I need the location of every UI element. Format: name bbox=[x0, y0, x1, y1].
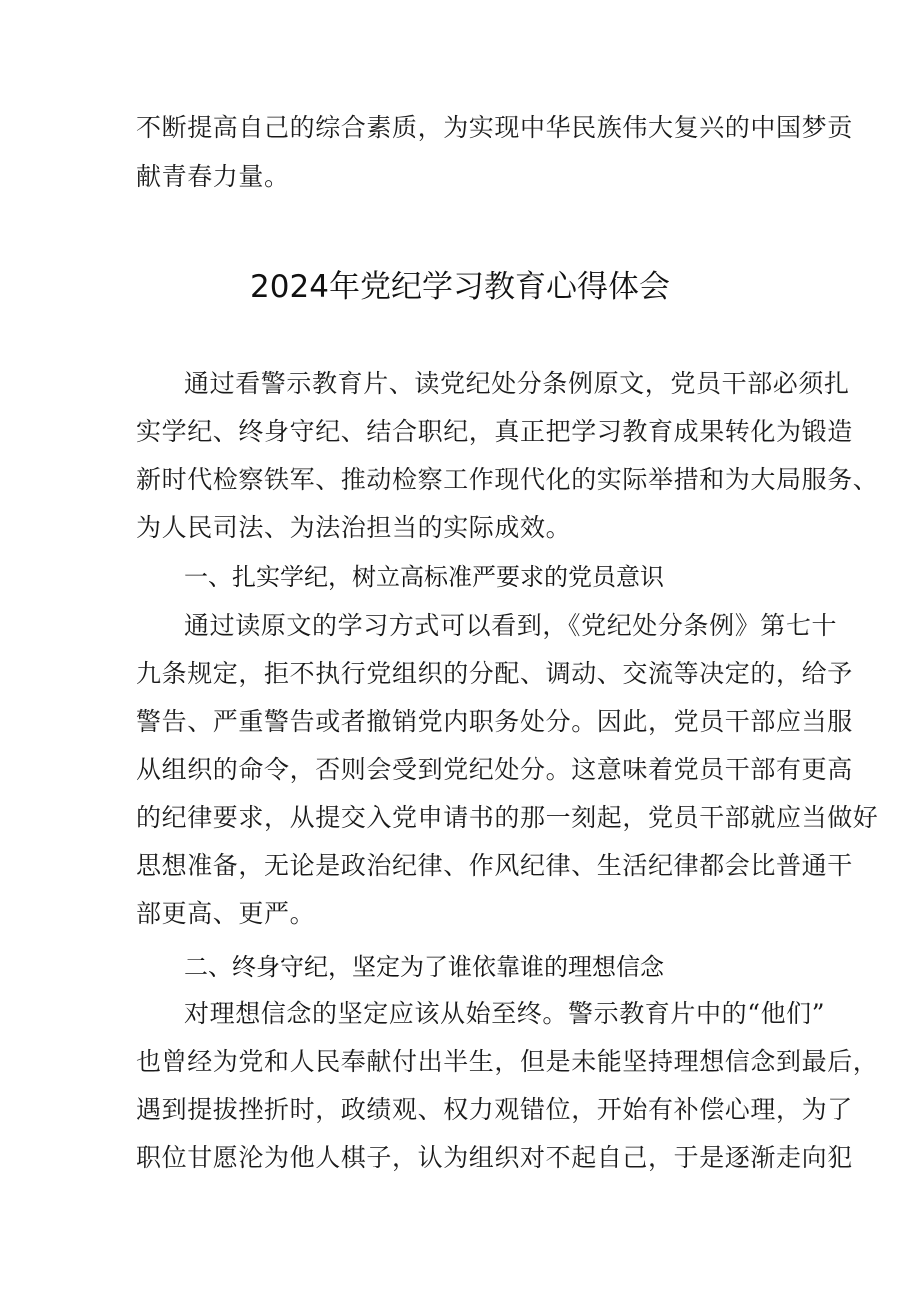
page-title: 2024年党纪学习教育心得体会 bbox=[250, 269, 670, 305]
paragraph1-line-3: 新时代检察铁军、推动检察工作现代化的实际举措和为大局服务、 bbox=[136, 465, 879, 494]
intro-line-2: 献青春力量。 bbox=[136, 162, 290, 191]
paragraph2-line-1: 通过读原文的学习方式可以看到，《党纪处分条例》第七十 bbox=[184, 611, 838, 640]
paragraph3-line-2: 也曾经为党和人民奉献付出半生，但是未能坚持理想信念到最后， bbox=[136, 1047, 879, 1076]
section2-heading: 二、终身守纪，坚定为了谁依靠谁的理想信念 bbox=[184, 953, 664, 981]
paragraph1-line-4: 为人民司法、为法治担当的实际成效。 bbox=[136, 513, 572, 542]
paragraph2-line-5: 的纪律要求，从提交入党申请书的那一刻起，党员干部就应当做好 bbox=[136, 803, 879, 832]
paragraph1-line-1: 通过看警示教育片、读党纪处分条例原文，党员干部必须扎 bbox=[184, 369, 850, 398]
paragraph2-line-7: 部更高、更严。 bbox=[136, 899, 316, 928]
paragraph3-line-3: 遇到提拔挫折时，政绩观、权力观错位，开始有补偿心理，为了 bbox=[136, 1095, 853, 1124]
intro-line-1: 不断提高自己的综合素质，为实现中华民族伟大复兴的中国梦贡 bbox=[136, 113, 853, 142]
paragraph1-line-2: 实学纪、终身守纪、结合职纪，真正把学习教育成果转化为锻造 bbox=[136, 417, 853, 446]
paragraph2-line-3: 警告、严重警告或者撤销党内职务处分。因此，党员干部应当服 bbox=[136, 707, 853, 736]
paragraph2-line-4: 从组织的命令，否则会受到党纪处分。这意味着党员干部有更高 bbox=[136, 755, 853, 784]
paragraph3-line-4: 职位甘愿沦为他人棋子，认为组织对不起自己，于是逐渐走向犯 bbox=[136, 1143, 853, 1172]
paragraph2-line-6: 思想准备，无论是政治纪律、作风纪律、生活纪律都会比普通干 bbox=[136, 851, 853, 880]
paragraph2-line-2: 九条规定，拒不执行党组织的分配、调动、交流等决定的，给予 bbox=[136, 659, 853, 688]
section1-heading: 一、扎实学纪，树立高标准严要求的党员意识 bbox=[184, 563, 664, 591]
paragraph3-line-1: 对理想信念的坚定应该从始至终。警示教育片中的“他们” bbox=[184, 999, 826, 1028]
